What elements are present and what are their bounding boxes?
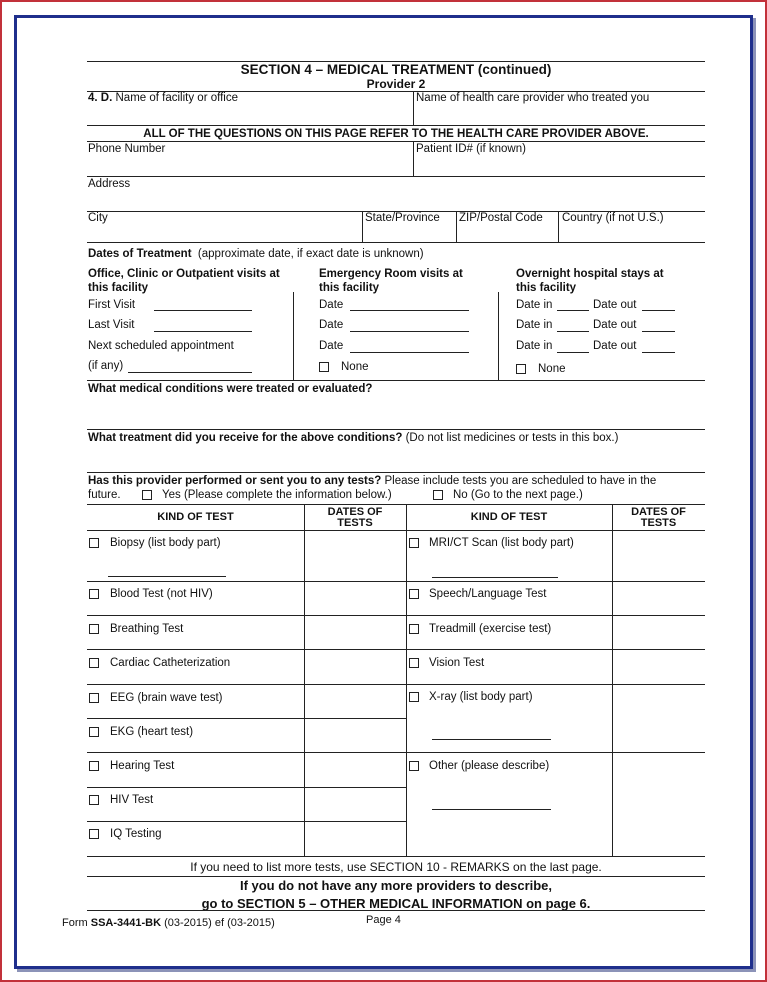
mri-ct-body-part-input[interactable] [432,577,558,578]
speech-test-label: Speech/Language Test [429,588,547,600]
office-heading-2: this facility [88,282,149,294]
country-field[interactable]: Country (if not U.S.) [562,212,664,224]
biopsy-checkbox[interactable] [89,538,99,548]
overnight-heading: Overnight hospital stays at [516,268,664,280]
other-test-label: Other (please describe) [429,760,550,772]
hiv-test-checkbox[interactable] [89,795,99,805]
er-none-checkbox[interactable] [319,362,329,372]
er-date-label-1: Date [319,299,344,311]
treadmill-checkbox[interactable] [409,624,419,634]
cardiac-cath-label: Cardiac Catheterization [110,657,231,669]
date-in-input-3[interactable] [557,352,589,353]
dates-header-right-2: TESTS [640,517,677,529]
vision-test-checkbox[interactable] [409,658,419,668]
treatment-question[interactable]: What treatment did you receive for the above conditions? (Do not list medicines or tests in this box.) [88,432,619,444]
vision-test-label: Vision Test [429,657,485,669]
hearing-test-label: Hearing Test [110,760,175,772]
tests-no-label: No (Go to the next page.) [453,489,583,501]
er-heading: Emergency Room visits at [319,268,463,280]
date-out-label-2: Date out [593,319,637,331]
other-test-checkbox[interactable] [409,761,419,771]
date-out-input-3[interactable] [642,352,675,353]
tests-question-line2: future. [88,489,121,501]
er-date-input-1[interactable] [350,310,469,311]
iq-testing-checkbox[interactable] [89,829,99,839]
breathing-test-label: Breathing Test [110,623,184,635]
date-in-input-1[interactable] [557,310,589,311]
dates-header-left-1: DATES OF [327,506,383,518]
er-none-label: None [341,361,369,373]
tests-no-checkbox[interactable] [433,490,443,500]
xray-label: X-ray (list body part) [429,691,533,703]
overnight-heading-2: this facility [516,282,577,294]
tests-yes-label: Yes (Please complete the information below.) [162,489,392,501]
blood-test-checkbox[interactable] [89,589,99,599]
date-out-label-1: Date out [593,299,637,311]
hiv-test-label: HIV Test [110,794,154,806]
iq-testing-label: IQ Testing [110,828,162,840]
if-any-label: (if any) [88,360,124,372]
tests-yes-checkbox[interactable] [142,490,152,500]
first-visit-label: First Visit [88,299,136,311]
kind-of-test-header-left: KIND OF TEST [157,511,234,523]
date-in-label-1: Date in [516,299,553,311]
hearing-test-checkbox[interactable] [89,761,99,771]
tests-question: Has this provider performed or sent you to any tests? Please include tests you are scheduled to have in the [88,475,657,487]
dates-of-treatment-label: Dates of Treatment (approximate date, if exact date is unknown) [88,248,424,260]
next-appointment-label: Next scheduled appointment [88,340,234,352]
date-out-input-2[interactable] [642,331,675,332]
cardiac-cath-checkbox[interactable] [89,658,99,668]
date-in-input-2[interactable] [557,331,589,332]
breathing-test-checkbox[interactable] [89,624,99,634]
provider-label: Provider 2 [366,77,426,91]
page-number: Page 4 [366,914,401,926]
kind-of-test-header-right: KIND OF TEST [470,511,548,523]
facility-name-field[interactable]: 4. D. Name of facility or office [88,92,239,104]
zip-field[interactable]: ZIP/Postal Code [459,212,543,224]
address-field[interactable]: Address [88,178,131,190]
section-title: SECTION 4 – MEDICAL TREATMENT (continued) [240,62,552,77]
notice-text: ALL OF THE QUESTIONS ON THIS PAGE REFER TO THE HEALTH CARE PROVIDER ABOVE. [143,128,649,140]
ekg-checkbox[interactable] [89,727,99,737]
office-heading: Office, Clinic or Outpatient visits at [88,268,280,280]
phone-field[interactable]: Phone Number [88,143,166,155]
last-visit-input[interactable] [154,331,252,332]
date-out-input-1[interactable] [642,310,675,311]
xray-body-part-input[interactable] [432,739,551,740]
biopsy-body-part-input[interactable] [108,576,226,577]
eeg-label: EEG (brain wave test) [110,692,223,704]
patient-id-field[interactable]: Patient ID# (if known) [416,143,526,155]
blood-test-label: Blood Test (not HIV) [110,588,213,600]
er-date-input-3[interactable] [350,352,469,353]
conditions-question[interactable]: What medical conditions were treated or evaluated? [88,383,373,395]
dates-header-left-2: TESTS [337,517,373,529]
date-in-label-3: Date in [516,340,553,352]
eeg-checkbox[interactable] [89,693,99,703]
er-heading-2: this facility [319,282,380,294]
er-date-label-3: Date [319,340,344,352]
er-date-input-2[interactable] [350,331,469,332]
overnight-none-label: None [538,363,566,375]
er-date-label-2: Date [319,319,344,331]
speech-test-checkbox[interactable] [409,589,419,599]
state-field[interactable]: State/Province [365,212,440,224]
city-field[interactable]: City [88,212,108,224]
more-tests-note: If you need to list more tests, use SECTION 10 - REMARKS on the last page. [190,860,602,874]
dates-header-right-1: DATES OF [631,506,686,518]
biopsy-label: Biopsy (list body part) [110,537,221,549]
last-visit-label: Last Visit [88,319,135,331]
date-in-label-2: Date in [516,319,553,331]
next-appointment-input[interactable] [128,372,252,373]
no-more-providers-line2: go to SECTION 5 – OTHER MEDICAL INFORMATION on page 6. [201,896,591,911]
date-out-label-3: Date out [593,340,637,352]
first-visit-input[interactable] [154,310,252,311]
overnight-none-checkbox[interactable] [516,364,526,374]
other-test-description-input[interactable] [432,809,551,810]
form-id-footer: Form SSA-3441-BK (03-2015) ef (03-2015) [62,917,275,929]
mri-ct-checkbox[interactable] [409,538,419,548]
xray-checkbox[interactable] [409,692,419,702]
no-more-providers-line1: If you do not have any more providers to describe, [239,878,553,893]
treadmill-label: Treadmill (exercise test) [429,623,552,635]
mri-ct-label: MRI/CT Scan (list body part) [429,537,574,549]
ekg-label: EKG (heart test) [110,726,194,738]
provider-name-field[interactable]: Name of health care provider who treated you [416,92,650,104]
